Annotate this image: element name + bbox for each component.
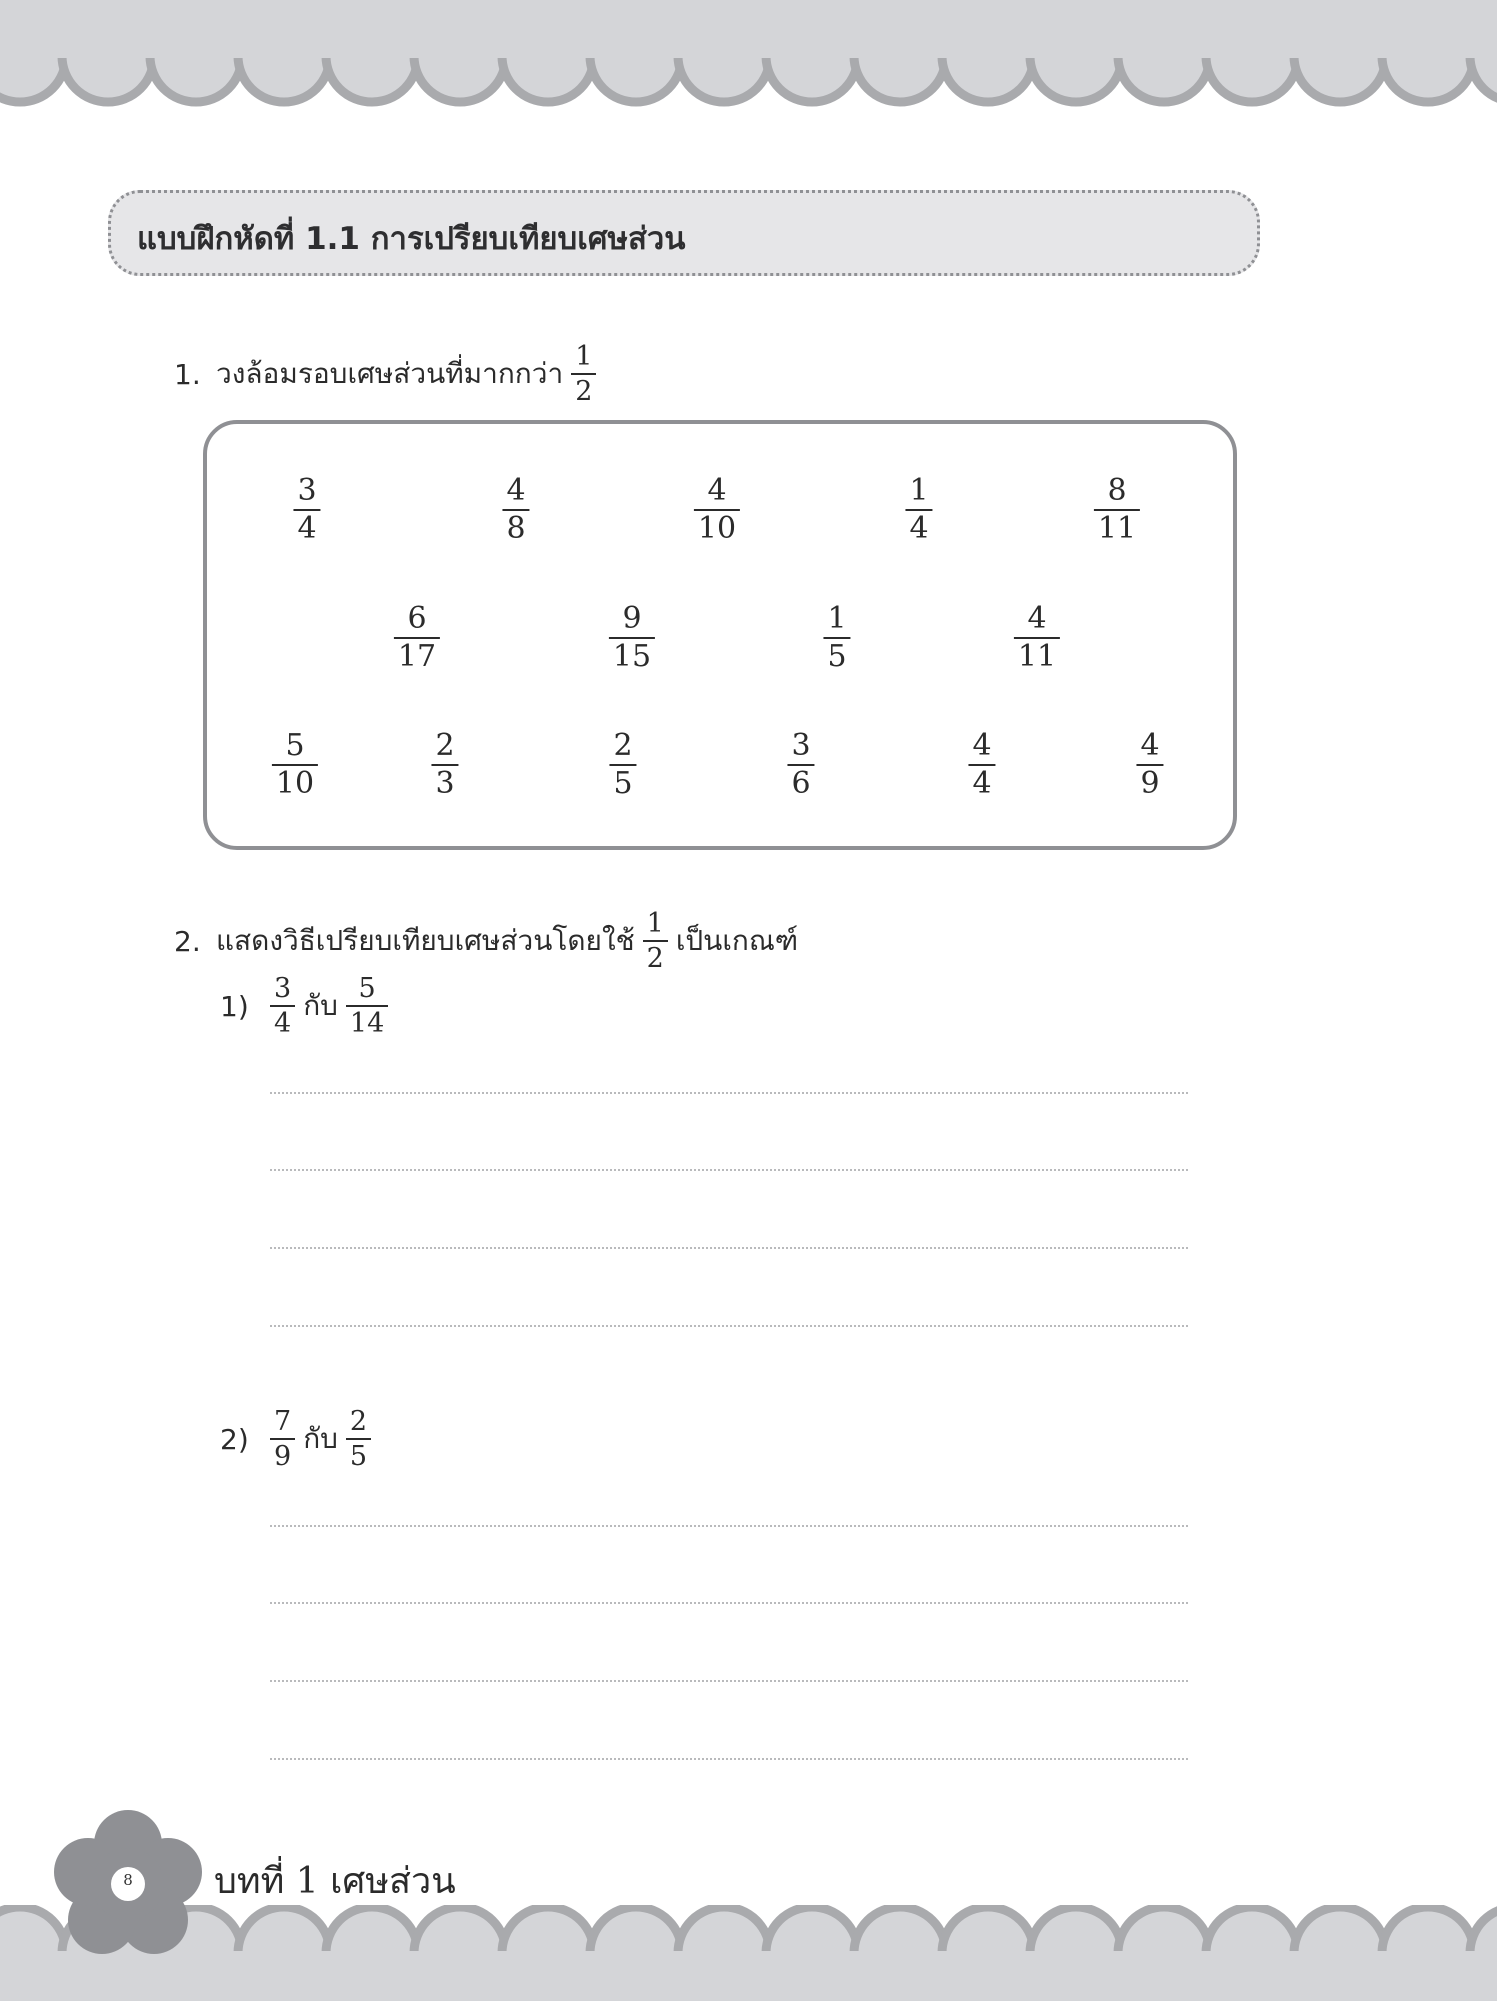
fraction-choice[interactable]: 4 11 [1014,604,1060,672]
fraction-choice[interactable]: 2 5 [609,731,636,799]
answer-line[interactable] [270,1602,1188,1604]
fraction-choice[interactable]: 5 10 [272,731,318,799]
fraction-choice[interactable]: 2 3 [431,731,458,799]
question-2-text-end: เป็นเกณฑ์ [675,924,799,957]
question-2 [174,910,798,972]
compare-word: กับ [303,1422,338,1455]
compare-word: กับ [303,989,338,1022]
answer-line[interactable] [270,1092,1188,1094]
answer-line[interactable] [270,1758,1188,1760]
fraction-choice[interactable]: 4 9 [1136,731,1163,799]
question-1-reference-fraction [571,343,596,405]
question-1-number: 1. [174,357,201,391]
exercise-title: แบบฝึกหัดที่ 1.1 การเปรียบเทียบเศษส่วน [137,221,686,257]
answer-line[interactable] [270,1169,1188,1171]
chapter-title: บทที่ 1 เศษส่วน [214,1861,456,1902]
fraction-choice[interactable]: 3 6 [787,731,814,799]
fraction-choice[interactable]: 4 10 [694,476,740,544]
fraction-a: $\frac{7}{9}$ [270,1408,295,1470]
exercise-title-box [108,190,1260,276]
fraction-choice[interactable]: 9 15 [609,604,655,672]
fraction-choice[interactable]: 8 11 [1094,476,1140,544]
fraction-b: $\frac{5}{14}$ [346,975,388,1037]
answer-line[interactable] [270,1680,1188,1682]
top-scallop-border [0,0,1497,115]
fraction-choice[interactable]: 3 4 [293,476,320,544]
sub-question-1-label: 1) [220,989,249,1023]
question-1-text: วงล้อมรอบเศษส่วนที่มากกว่า [216,357,564,390]
fraction-numerator: 1 [575,341,593,372]
answer-line[interactable] [270,1525,1188,1527]
fraction-denominator: 2 [575,376,593,407]
fraction-a: $\frac{3}{4}$ [270,975,295,1037]
question-1 [174,343,596,405]
fraction-b: $\frac{2}{5}$ [346,1408,371,1470]
fraction-choice[interactable]: 4 4 [968,731,995,799]
fraction-choice[interactable]: 1 5 [823,604,850,672]
fraction-choice[interactable]: 6 17 [394,604,440,672]
sub-question-2-label: 2) [220,1422,249,1456]
answer-line[interactable] [270,1247,1188,1249]
question-2-text: แสดงวิธีเปรียบเทียบเศษส่วนโดยใช้ [216,924,635,957]
page-number: 8 [123,1871,133,1889]
sub-question-2 [220,1408,371,1470]
sub-question-1 [220,975,388,1037]
answer-line[interactable] [270,1325,1188,1327]
fraction-choices-box [203,420,1237,850]
question-2-reference-fraction: $\frac{1}{2}$ [643,910,668,972]
fraction-choice[interactable]: 1 4 [905,476,932,544]
question-2-number: 2. [174,924,201,958]
fraction-choice[interactable]: 4 8 [502,476,529,544]
bottom-scallop-border [0,1905,1497,2001]
